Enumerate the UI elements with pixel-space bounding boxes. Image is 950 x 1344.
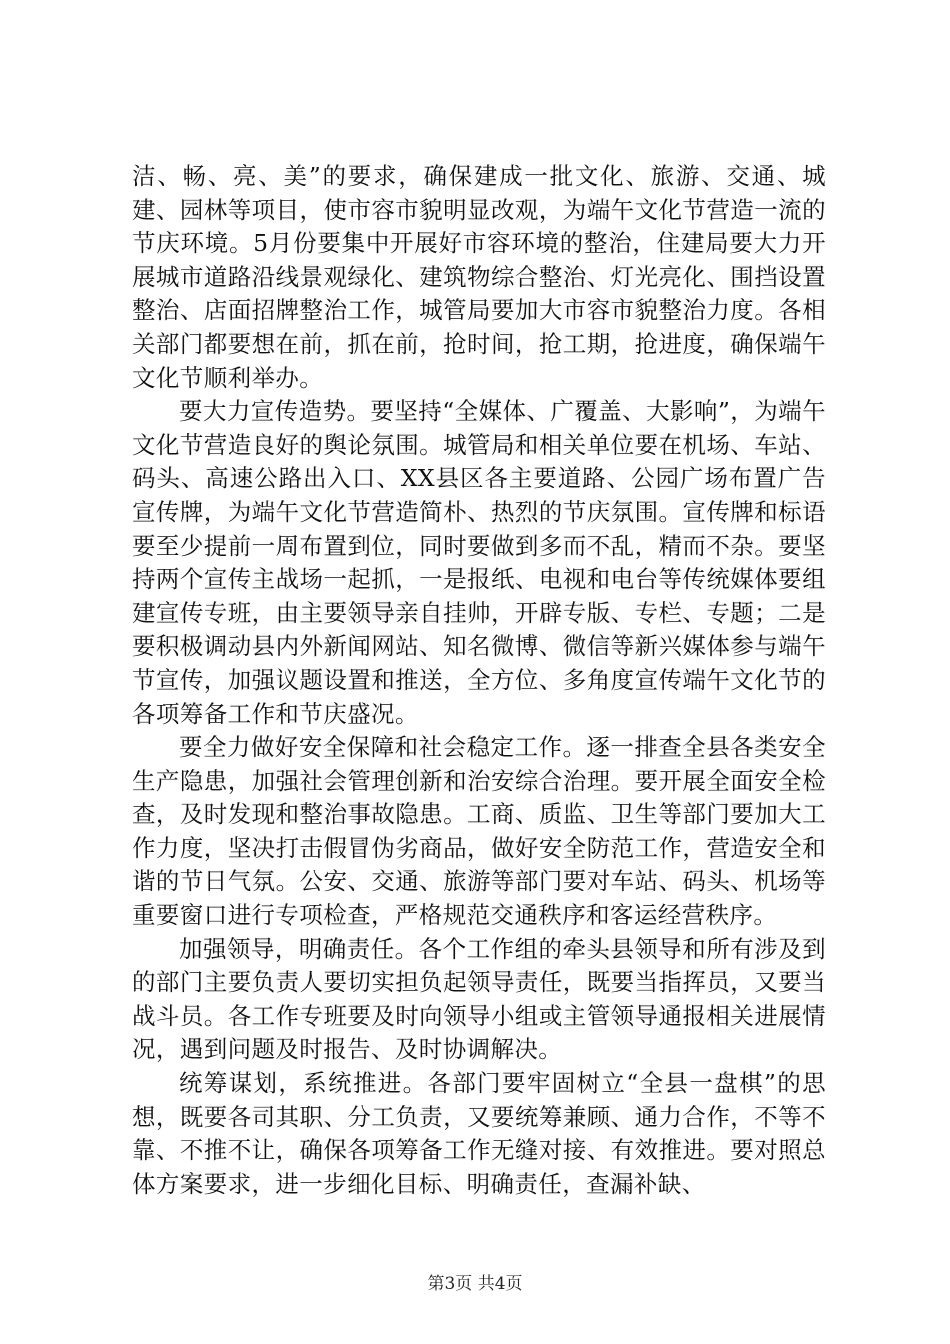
paragraph-3: 要全力做好安全保障和社会稳定工作。逐一排查全县各类安全生产隐患，加强社会管理创新和治安综合治理。要开展全面安全检查，及时发现和整治事故隐患。工商、质监、卫生等部门要加大工作力度，坚决打击假冒伪劣商品，做好安全防范工作，营造安全和谐的节日气氛。公安、交通、旅游等部门要对车站、码头、机场等重要窗口进行专项检查，严格规范交通秩序和客运经营秩序。 [132,733,826,930]
page-number-label: 第3页 共4页 [427,1274,523,1294]
paragraph-2: 要大力宣传造势。要坚持“全媒体、广覆盖、大影响”，为端午文化节营造良好的舆论氛围。城管局和相关单位要在机场、车站、码头、高速公路出入口、XX县区各主要道路、公园广场布置广告宣传牌，为端午文化节营造简朴、热烈的节庆氛围。宣传牌和标语要至少提前一周布置到位，同时要做到多而不乱，精而不杂。要坚持两个宣传主战场一起抓，一是报纸、电视和电台等传统媒体要组建宣传专班，由主要领导亲自挂帅，开辟专版、专栏、专题；二是要积极调动县内外新闻网站、知名微博、微信等新兴媒体参与端午节宣传，加强议题设置和推送，全方位、多角度宣传端午文化节的各项筹备工作和节庆盛况。 [132,397,826,728]
paragraph-4: 加强领导，明确责任。各个工作组的牵头县领导和所有涉及到的部门主要负责人要切实担负起领导责任，既要当指挥员，又要当战斗员。各工作专班要及时向领导小组或主管领导通报相关进展情况，遇到问题及时报告、及时协调解决。 [132,934,826,1064]
page-footer [0,1272,950,1296]
paragraph-1: 洁、畅、亮、美”的要求，确保建成一批文化、旅游、交通、城建、园林等项目，使市容市貌明显改观，为端午文化节营造一流的节庆环境。5月份要集中开展好市容环境的整治，住建局要大力开展城市道路沿线景观绿化、建筑物综合整治、灯光亮化、围挡设置整治、店面招牌整治工作，城管局要加大市容市貌整治力度。各相关部门都要想在前，抓在前，抢时间，抢工期，抢进度，确保端午文化节顺利举办。 [132,162,826,392]
document-body [132,160,826,1201]
paragraph-5: 统筹谋划，系统推进。各部门要牢固树立“全县一盘棋”的思想，既要各司其职、分工负责，又要统筹兼顾、通力合作，不等不靠、不推不让，确保各项筹备工作无缝对接、有效推进。要对照总体方案要求，进一步细化目标、明确责任，查漏补缺、 [132,1069,826,1198]
